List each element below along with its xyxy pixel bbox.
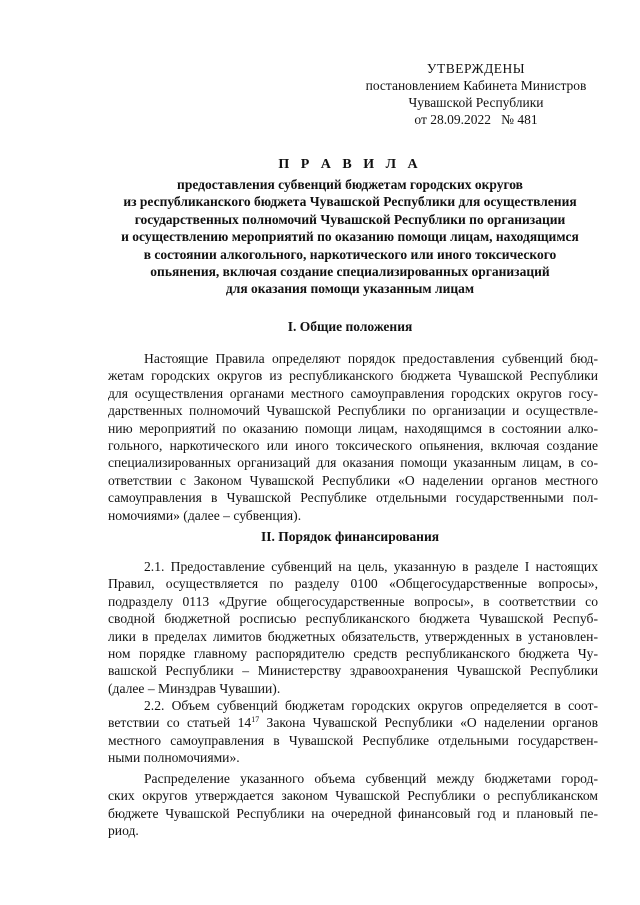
title-line: в состоянии алкогольного, наркотического или иного токсического — [143, 246, 557, 262]
paragraph-text: Закона Чувашской Республики «О наделении органов — [259, 715, 599, 731]
paragraph-line: ном порядке главному распорядителю средств республиканского бюджета Чу- — [108, 645, 598, 661]
paragraph-text: ветствии со статьей 14 — [108, 715, 252, 731]
approval-stamp — [352, 60, 600, 128]
title-line: опьянения, включая создание специализированных организаций — [150, 264, 550, 280]
title-line: из республиканского бюджета Чувашской Республики для осуществления — [123, 194, 577, 210]
approval-number: № 481 — [501, 112, 538, 127]
paragraph-line: лики в пределах лимитов бюджетных обязательств, утвержденных в установлен- — [108, 628, 598, 644]
paragraph-line: Распределение указанного объема субвенций между бюджетами город- — [144, 771, 598, 786]
approval-date-line — [352, 111, 600, 128]
section-2-heading: II. Порядок финансирования — [260, 529, 440, 544]
paragraph-line: (далее – Минздрав Чувашии). — [108, 680, 281, 696]
paragraph-line: 2.1. Предоставление субвенций на цель, указанную в разделе I настоящих — [144, 559, 598, 574]
paragraph-line: 2.2. Объем субвенций бюджетам городских округов определяется в соот- — [144, 698, 598, 713]
paragraph-line: риод. — [108, 823, 139, 839]
paragraph-line: ских округов утверждается законом Чувашской Республики о республиканском — [108, 788, 598, 804]
article-superscript: 17 — [251, 715, 260, 725]
paragraph-line: гольного, наркотического или иного токсического опьянения, включая создание — [108, 437, 598, 453]
paragraph-line: специализированных организаций для оказания помощи указанным лицам, в со- — [108, 455, 598, 471]
paragraph-line: подразделу 0113 «Другие общегосударственные вопросы», в соответствии со — [108, 593, 598, 609]
approval-heading: УТВЕРЖДЕНЫ — [426, 61, 526, 76]
paragraph-line: номочиями» (далее – субвенция). — [108, 507, 302, 523]
title-word: П Р А В И Л А — [278, 157, 422, 172]
approval-date: от 28.09.2022 — [414, 112, 491, 127]
paragraph-line: для осуществления органами местного самоуправления городских округов госу- — [108, 385, 598, 401]
paragraph-line: сводной бюджетной росписью республиканского бюджета Чувашской Респуб- — [108, 611, 598, 627]
paragraph-line: самоуправления в Чувашской Республике отдельными государственными пол- — [108, 490, 598, 506]
paragraph-line: местного самоуправления в Чувашской Республике отдельными государствен- — [108, 732, 598, 748]
section-2-paragraph-3 — [108, 770, 598, 840]
section-1-heading: I. Общие положения — [287, 319, 413, 334]
title-line: для оказания помощи указанным лицам — [225, 281, 475, 297]
paragraph-line: Правил, осуществляется по разделу 0100 «Общегосударственные вопросы», — [108, 576, 598, 592]
approval-line-2: Чувашской Республики — [408, 95, 544, 110]
approval-line-1: постановлением Кабинета Министров — [365, 78, 587, 93]
paragraph-line — [108, 714, 598, 731]
section-1-paragraph — [108, 350, 598, 524]
title-line: предоставления субвенций бюджетам городских округов — [177, 177, 523, 192]
title-line: и осуществлению мероприятий по оказанию помощи лицам, находящимся — [121, 229, 579, 245]
paragraph-line: жетам городских округов из республиканского бюджета Чувашской Республики — [108, 368, 598, 384]
section-2-paragraph-2 — [108, 697, 598, 767]
paragraph-line: вашской Республики – Министерству здравоохранения Чувашской Республики — [108, 663, 598, 679]
paragraph-line: Настоящие Правила определяют порядок предоставления субвенций бюд- — [144, 351, 598, 366]
paragraph-line: нию мероприятий по оказанию помощи лицам, находящимся в состоянии алко- — [108, 420, 598, 436]
paragraph-line: дарственных полномочий Чувашской Республики по организации и осуществле- — [108, 403, 598, 419]
paragraph-line: бюджете Чувашской Республики на очередной финансовый год и плановый пе- — [108, 805, 598, 821]
section-2-paragraph-1 — [108, 558, 598, 697]
document-title — [60, 156, 640, 298]
paragraph-line: ными полномочиями». — [108, 750, 240, 766]
paragraph-line: ответствии с Законом Чувашской Республики «О наделении органов местного — [108, 472, 598, 488]
title-line: государственных полномочий Чувашской Республики по организации — [134, 211, 566, 227]
